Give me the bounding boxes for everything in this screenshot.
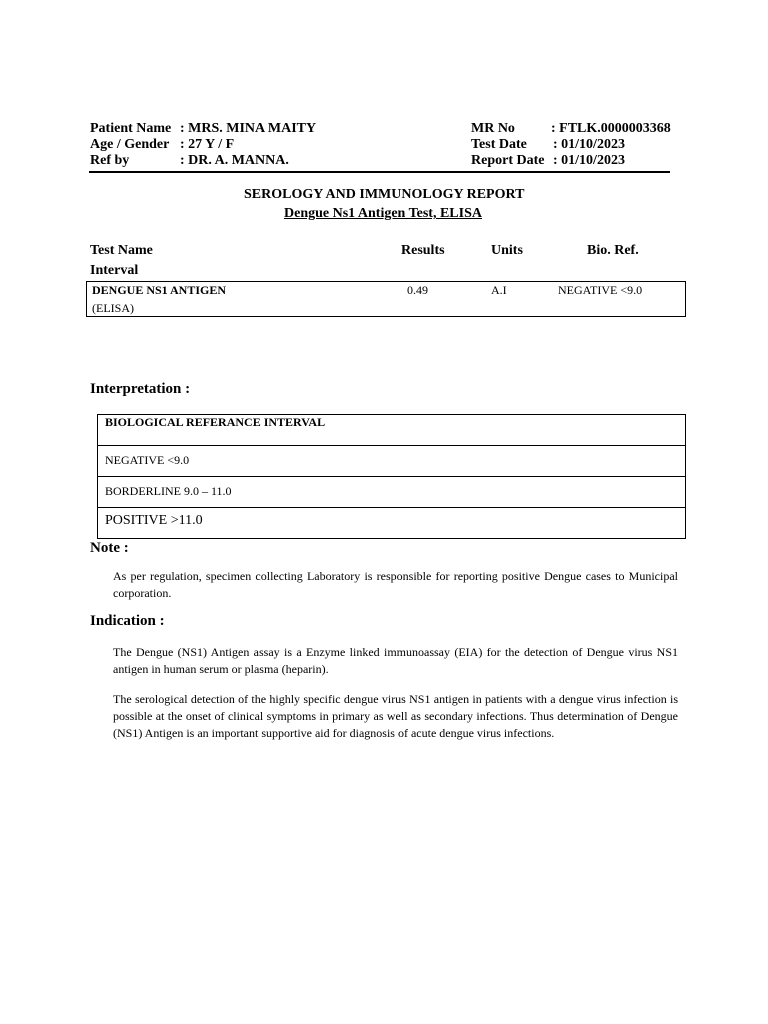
header-divider — [89, 171, 670, 173]
header-test-name: Test Name — [90, 243, 153, 258]
interpretation-heading: Interpretation : — [90, 381, 191, 397]
result-value: 0.49 — [407, 283, 428, 297]
result-test-name: DENGUE NS1 ANTIGEN — [92, 283, 227, 297]
age-gender-label: Age / Gender — [90, 137, 170, 152]
interpretation-row — [98, 477, 685, 508]
mr-no-label: MR No — [471, 121, 515, 136]
interpretation-row — [98, 446, 685, 477]
ref-by-label: Ref by — [90, 153, 130, 168]
indication-paragraph-2: The serological detection of the highly specific dengue virus NS1 antigen in patients with a dengue virus infection is possible at the onset of clinical symptoms in primary as well as secondary infections. Thus determination of Dengue (NS1) Antigen is an important supportive aid for diagnosis of acute dengue virus infections. — [113, 692, 678, 740]
result-unit: A.I — [491, 283, 507, 297]
interpretation-row-label: POSITIVE >11.0 — [105, 513, 203, 528]
interpretation-row-label: BORDERLINE 9.0 – 11.0 — [105, 484, 232, 498]
report-title: SEROLOGY AND IMMUNOLOGY REPORT — [244, 187, 525, 202]
ref-by-value: : DR. A. MANNA. — [180, 153, 289, 168]
result-bio-ref: NEGATIVE <9.0 — [558, 283, 643, 297]
test-date-label: Test Date — [471, 137, 527, 152]
result-method: (ELISA) — [92, 301, 134, 315]
patient-name-value: : MRS. MINA MAITY — [180, 121, 317, 136]
report-date-label: Report Date — [471, 153, 545, 168]
indication-paragraph-1: The Dengue (NS1) Antigen assay is a Enzyme linked immunoassay (EIA) for the detection of Dengue virus NS1 antigen in human serum or plasma (heparin). — [113, 645, 678, 676]
note-text: As per regulation, specimen collecting Laboratory is responsible for reporting positive Dengue cases to Municipal corporation. — [113, 569, 678, 600]
report-subtitle: Dengue Ns1 Antigen Test, ELISA — [284, 206, 482, 221]
test-date-value: : 01/10/2023 — [553, 137, 625, 152]
report-date-value: : 01/10/2023 — [553, 153, 625, 168]
indication-heading: Indication : — [90, 613, 165, 629]
header-results: Results — [401, 243, 445, 258]
interpretation-row — [98, 415, 685, 446]
note-heading: Note : — [90, 540, 129, 556]
interpretation-row-label: BIOLOGICAL REFERANCE INTERVAL — [105, 415, 326, 429]
patient-name-label: Patient Name — [90, 121, 172, 136]
interpretation-table — [97, 414, 686, 539]
header-interval: Interval — [90, 263, 139, 278]
header-units: Units — [491, 243, 523, 258]
interpretation-row-label: NEGATIVE <9.0 — [105, 453, 190, 467]
age-gender-value: : 27 Y / F — [180, 137, 235, 152]
interpretation-row — [98, 508, 685, 538]
mr-no-value: : FTLK.0000003368 — [551, 121, 671, 136]
result-row-box — [86, 281, 686, 317]
header-bio-ref: Bio. Ref. — [587, 243, 639, 258]
